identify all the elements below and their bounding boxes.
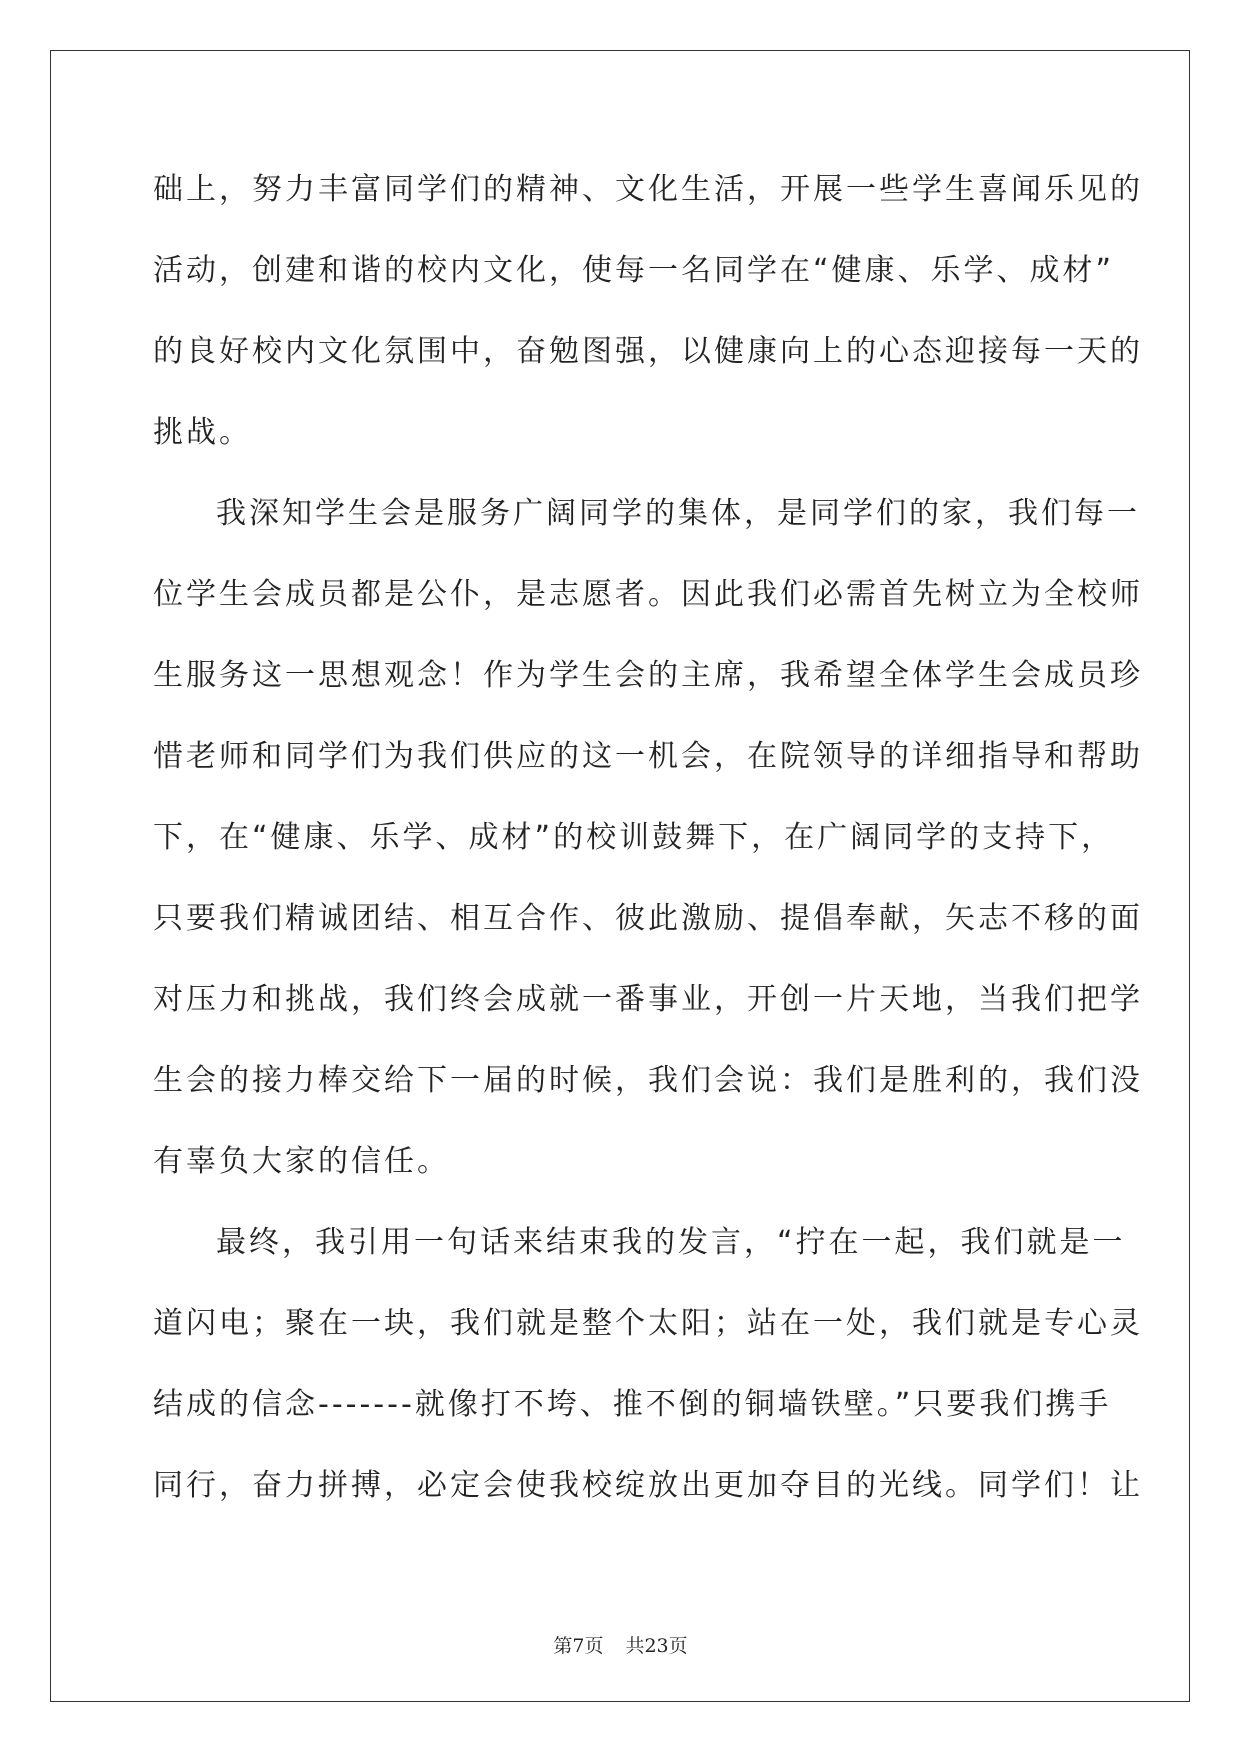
- paragraph-start-line: 最终，我引用一句话来结束我的发言，“拧在一起，我们就是一: [216, 1225, 1126, 1260]
- text-line: 结成的信念-------就像打不垮、推不倒的铜墙铁壁。”只要我们携手: [153, 1387, 1112, 1422]
- page-total: 共23页: [625, 1635, 688, 1657]
- text-line: 生会的接力棒交给下一届的时候，我们会说：我们是胜利的，我们没: [153, 1063, 1143, 1098]
- page-footer: [0, 1631, 1241, 1658]
- paragraph-start-line: 我深知学生会是服务广阔同学的集体，是同学们的家，我们每一: [216, 496, 1140, 531]
- text-line: 础上，努力丰富同学们的精神、文化生活，开展一些学生喜闻乐见的: [153, 172, 1143, 207]
- text-line: 生服务这一思想观念！作为学生会的主席，我希望全体学生会成员珍: [153, 658, 1143, 693]
- text-line: 惜老师和同学们为我们供应的这一机会，在院领导的详细指导和帮助: [153, 739, 1143, 774]
- text-line: 对压力和挑战，我们终会成就一番事业，开创一片天地，当我们把学: [153, 982, 1143, 1017]
- page-number: 第7页: [553, 1635, 604, 1657]
- text-line: 位学生会成员都是公仆，是志愿者。因此我们必需首先树立为全校师: [153, 577, 1143, 612]
- text-line: 有辜负大家的信任。: [153, 1144, 450, 1179]
- text-line: 道闪电；聚在一块，我们就是整个太阳；站在一处，我们就是专心灵: [153, 1306, 1143, 1341]
- text-line: 的良好校内文化氛围中，奋勉图强，以健康向上的心态迎接每一天的: [153, 334, 1143, 369]
- text-line: 同行，奋力拼搏，必定会使我校绽放出更加夺目的光线。同学们！让: [153, 1468, 1143, 1503]
- text-line: 只要我们精诚团结、相互合作、彼此激励、提倡奉献，矢志不移的面: [153, 901, 1143, 936]
- text-line: 下，在“健康、乐学、成材”的校训鼓舞下，在广阔同学的支持下，: [153, 820, 1115, 855]
- body-text: [153, 160, 1143, 1537]
- text-line: 挑战。: [153, 415, 252, 450]
- text-line: 活动，创建和谐的校内文化，使每一名同学在“健康、乐学、成材”: [153, 253, 1115, 288]
